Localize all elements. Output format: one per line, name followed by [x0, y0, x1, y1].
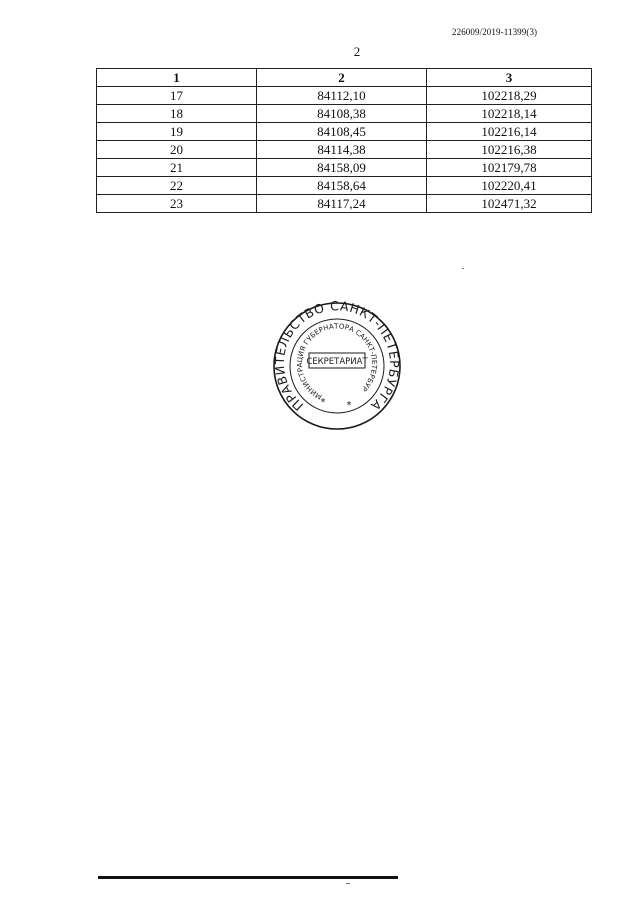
star-icon: * — [346, 400, 352, 411]
column-header: 3 — [427, 69, 592, 87]
scan-speck — [346, 883, 350, 884]
column-header: 1 — [97, 69, 257, 87]
x-coordinate-cell: 84114,38 — [257, 141, 427, 159]
x-coordinate-cell: 84158,64 — [257, 177, 427, 195]
column-header: 2 — [257, 69, 427, 87]
seal-center-text: СЕКРЕТАРИАТ — [306, 357, 368, 367]
document-registration-number: 226009/2019-11399(3) — [452, 27, 538, 37]
point-number-cell: 20 — [97, 141, 257, 159]
x-coordinate-cell: 84108,38 — [257, 105, 427, 123]
y-coordinate-cell: 102220,41 — [427, 177, 592, 195]
page-number: 2 — [353, 44, 361, 59]
table-row — [97, 195, 592, 213]
seal-outer-text: ПРАВИТЕЛЬСТВО САНКТ-ПЕТЕРБУРГА — [271, 301, 403, 414]
y-coordinate-cell: 102218,29 — [427, 87, 592, 105]
y-coordinate-cell: 102179,78 — [427, 159, 592, 177]
x-coordinate-cell: 84158,09 — [257, 159, 427, 177]
y-coordinate-cell: 102216,14 — [427, 123, 592, 141]
table-header-row — [97, 69, 592, 87]
table-row — [97, 123, 592, 141]
y-coordinate-cell: 102471,32 — [427, 195, 592, 213]
point-number-cell: 19 — [97, 123, 257, 141]
table-row — [97, 87, 592, 105]
table-row — [97, 177, 592, 195]
point-number-cell: 17 — [97, 87, 257, 105]
star-icon: * — [320, 397, 326, 408]
x-coordinate-cell: 84117,24 — [257, 195, 427, 213]
x-coordinate-cell: 84108,45 — [257, 123, 427, 141]
y-coordinate-cell: 102218,14 — [427, 105, 592, 123]
y-coordinate-cell: 102216,38 — [427, 141, 592, 159]
point-number-cell: 18 — [97, 105, 257, 123]
coordinates-table — [96, 68, 592, 213]
table-row — [97, 141, 592, 159]
point-number-cell: 22 — [97, 177, 257, 195]
scan-speck — [462, 268, 464, 269]
point-number-cell: 23 — [97, 195, 257, 213]
table-row — [97, 105, 592, 123]
official-seal-stamp — [271, 301, 403, 431]
seal-svg — [271, 301, 403, 431]
bottom-rule-line — [98, 876, 398, 879]
x-coordinate-cell: 84112,10 — [257, 87, 427, 105]
table-row — [97, 159, 592, 177]
seal-inner-text: МИНИСТРАЦИЯ ГУБЕРНАТОРА САНКТ-ПЕТЕРБУР — [295, 322, 379, 401]
point-number-cell: 21 — [97, 159, 257, 177]
